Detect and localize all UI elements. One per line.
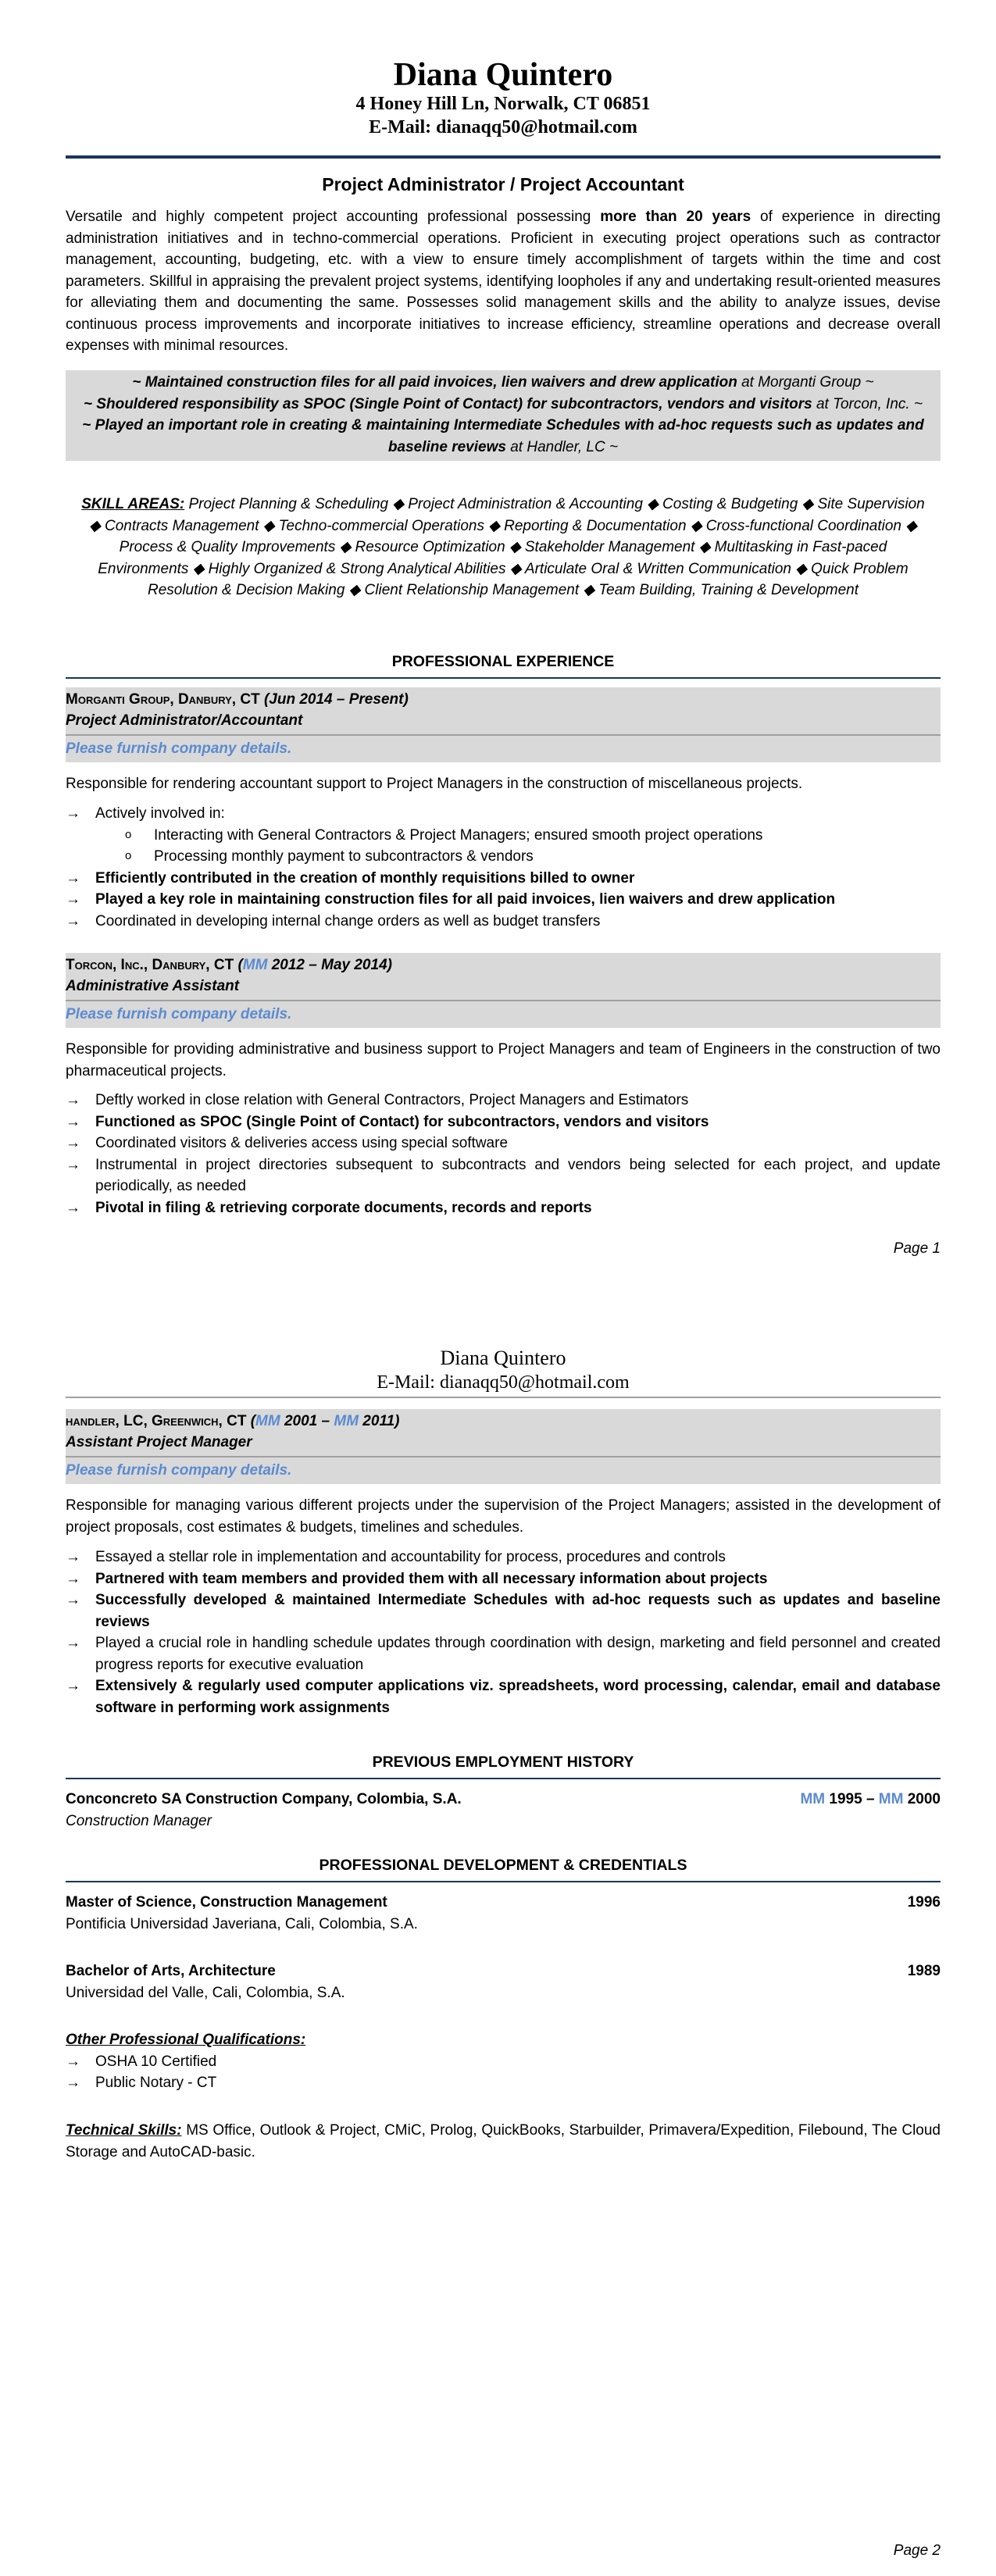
resume-header (66, 58, 941, 139)
list-item: → Functioned as SPOC (Single Point of Contact) for subcontractors, vendors and visitors (66, 1111, 941, 1133)
skill-areas-label: SKILL AREAS: (81, 496, 185, 512)
candidate-name: Diana Quintero (393, 57, 613, 93)
experience-divider (66, 677, 941, 679)
list-item: → Essayed a stellar role in implementation and accountability for process, procedures and controls (66, 1547, 941, 1568)
technical-skills-text: MS Office, Outlook & Project, CMiC, Prolog, QuickBooks, Starbuilder, Primavera/Expedition, Filebound, The Cloud Storage and AutoCAD-basic. (66, 2122, 941, 2160)
key-achievements-box (66, 370, 941, 461)
list-item: → Played a key role in maintaining construction files for all paid invoices, lien waivers and drew application (66, 889, 941, 911)
sub-list (66, 825, 941, 868)
achievement-2: ~ Shouldered responsibility as SPOC (Single Point of Contact) for subcontractors, vendors and visitors at Torcon, Inc. ~ (83, 395, 923, 412)
job-bullets-torcon (66, 1090, 941, 1218)
resume-page-1 (66, 0, 941, 1312)
list-item: → Successfully developed & maintained Intermediate Schedules with ad-hoc requests such as updates and baseline reviews (66, 1589, 941, 1632)
continuation-divider (66, 1397, 941, 1398)
candidate-email: E-Mail: dianaqq50@hotmail.com (369, 117, 637, 137)
institution: Pontificia Universidad Javeriana, Cali, Colombia, S.A. (66, 1915, 418, 1932)
other-qualifications (66, 2029, 941, 2094)
list-item: → Extensively & regularly used computer applications viz. spreadsheets, word processing, calendar, email and database software in performing work assignments (66, 1675, 941, 1718)
summary-paragraph (66, 206, 941, 357)
candidate-email: E-Mail: dianaqq50@hotmail.com (377, 1372, 630, 1393)
company-details-placeholder: Please furnish company details. (66, 740, 292, 757)
job-bullets-morganti (66, 803, 941, 932)
list-item: → Partnered with team members and provided them with all necessary information about projects (66, 1568, 941, 1590)
summary-text-bold: more than 20 years (600, 209, 751, 225)
continuation-header (66, 1346, 941, 1394)
institution: Universidad del Valle, Cali, Colombia, S.A. (66, 1984, 345, 2001)
experience-title: PROFESSIONAL EXPERIENCE (391, 653, 615, 670)
job-header-handler (66, 1409, 941, 1484)
list-item: → Instrumental in project directories subsequent to subcontracts and vendors being selected for each project, and update periodically, as needed (66, 1154, 941, 1197)
job-header-morganti (66, 687, 941, 762)
list-item: → Actively involved in: (66, 803, 941, 825)
page-number: Page 1 (893, 1240, 941, 1257)
job-description: Responsible for rendering accountant support to Project Managers in the construction of miscellaneous projects. (66, 776, 803, 792)
technical-skills-label: Technical Skills: (66, 2122, 182, 2139)
skill-areas-list: Project Planning & Scheduling ◆ Project Administration & Accounting ◆ Costing & Budgeting ◆ Site Supervision ◆ Contracts Management ◆ Techno-commercial Operations ◆ Reporting & Documentation ◆ Cross-functional Coordination ◆ Process & Quality Improvements ◆ Resource Optimization ◆ Stakeholder Management ◆ Multitasking in Fast-paced Environments ◆ Highly Organized & Strong Analytical Abilities ◆ Articulate Oral & Written Communication ◆ Quick Problem Resolution & Decision Making ◆ Client Relationship Management ◆ Team Building, Training & Development (89, 496, 925, 598)
credentials-title: PROFESSIONAL DEVELOPMENT & CREDENTIALS (319, 1857, 687, 1874)
list-item: → OSHA 10 Certified (66, 2051, 941, 2073)
job-title: Construction Manager (66, 1812, 212, 1829)
company-name: Conconcreto SA Construction Company, Colombia, S.A. (66, 1791, 462, 1807)
other-qualifications-label: Other Professional Qualifications: (66, 2032, 306, 2048)
degree-name: Master of Science, Construction Management (66, 1894, 387, 1911)
job-title: Assistant Project Manager (66, 1434, 252, 1450)
degree-ba (66, 1961, 941, 2003)
degree-ms (66, 1892, 941, 1935)
technical-skills (66, 2120, 941, 2163)
previous-employment-title: PREVIOUS EMPLOYMENT HISTORY (372, 1754, 634, 1771)
headline-title: Project Administrator / Project Accountant (322, 174, 684, 194)
company-line: Torcon, Inc., Danbury, CT (MM 2012 – May 2014) (66, 957, 392, 973)
company-line: handler, LC, Greenwich, CT (MM 2001 – MM 2011) (66, 1413, 400, 1429)
list-item: → Efficiently contributed in the creation of monthly requisitions billed to owner (66, 868, 941, 890)
summary-text-b: of experience in directing administration initiatives and in techno-commercial operations. Proficient in executing project operations such as contractor management, accounting, budgeting, etc. with a view to ensure timely accomplishment of targets within the time and cost parameters. Skillful in appraising the prevalent project systems, identifying loopholes if any and undertaking result-oriented measures for alleviating them and documenting the same. Possesses solid management skills and the ability to analyze issues, devise continuous process improvements and incorporate initiatives to increase efficiency, streamline operations and decrease overall expenses with minimal resources. (66, 209, 941, 354)
list-item: o Processing monthly payment to subcontractors & vendors (66, 846, 941, 868)
list-item: → Deftly worked in close relation with General Contractors, Project Managers and Estimators (66, 1090, 941, 1111)
job-bullets-handler (66, 1547, 941, 1718)
achievement-1: ~ Maintained construction files for all paid invoices, lien waivers and drew application at Morganti Group ~ (132, 374, 874, 391)
previous-employment-entry (66, 1789, 941, 1832)
degree-name: Bachelor of Arts, Architecture (66, 1963, 276, 1979)
job-description: Responsible for providing administrative and business support to Project Managers and team of Engineers in the construction of two pharmaceutical projects. (66, 1041, 941, 1079)
company-line: Morganti Group, Danbury, CT (Jun 2014 – Present) (66, 691, 409, 708)
list-item: → Pivotal in filing & retrieving corporate documents, records and reports (66, 1197, 941, 1219)
previous-employment-divider (66, 1778, 941, 1779)
employment-dates: MM 1995 – MM 2000 (800, 1791, 941, 1807)
candidate-address: 4 Honey Hill Ln, Norwalk, CT 06851 (355, 94, 651, 114)
job-title: Administrative Assistant (66, 978, 240, 994)
list-item: → Coordinated in developing internal change orders as well as budget transfers (66, 911, 941, 933)
list-item: o Interacting with General Contractors & Project Managers; ensured smooth project operations (66, 825, 941, 847)
degree-year: 1989 (907, 1963, 941, 1979)
company-details-placeholder: Please furnish company details. (66, 1006, 292, 1022)
list-item: → Coordinated visitors & deliveries access using special software (66, 1133, 941, 1154)
job-title: Project Administrator/Accountant (66, 712, 303, 729)
skill-areas (77, 494, 930, 601)
company-details-placeholder: Please furnish company details. (66, 1462, 292, 1479)
page-number: Page 2 (893, 2542, 941, 2559)
achievement-3: ~ Played an important role in creating & maintaining Intermediate Schedules with ad-hoc requests such as updates and baseline reviews at Handler, LC ~ (82, 417, 924, 455)
header-divider (66, 155, 941, 159)
summary-text-a: Versatile and highly competent project accounting professional possessing (66, 209, 601, 225)
list-item: → Public Notary - CT (66, 2072, 941, 2094)
job-description: Responsible for managing various different projects under the supervision of the Project Managers; assisted in the development of project proposals, cost estimates & budgets, timelines and schedules. (66, 1497, 941, 1536)
credentials-divider (66, 1881, 941, 1882)
degree-year: 1996 (907, 1894, 941, 1911)
list-item: → Played a crucial role in handling schedule updates through coordination with design, marketing and field personnel and created progress reports for executive evaluation (66, 1632, 941, 1675)
resume-page-2 (66, 1312, 941, 2576)
candidate-name: Diana Quintero (440, 1347, 566, 1369)
job-header-torcon (66, 953, 941, 1028)
